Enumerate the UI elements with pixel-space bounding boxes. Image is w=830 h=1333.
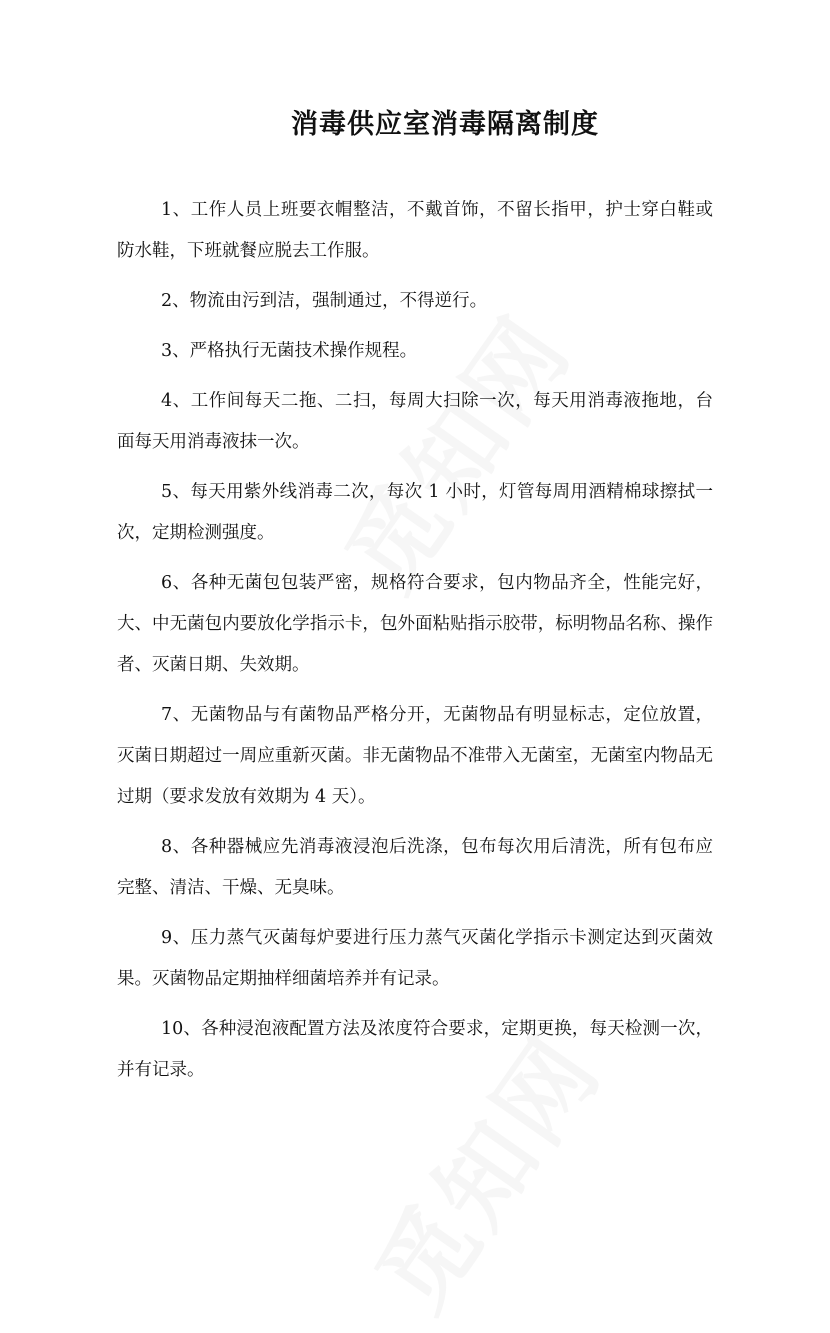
rule-item-9: 9、压力蒸气灭菌每炉要进行压力蒸气灭菌化学指示卡测定达到灭菌效果。灭菌物品定期抽样细菌培养并有记录。 <box>117 928 713 989</box>
rule-item-5: 5、每天用紫外线消毒二次，每次 1 小时，灯管每周用酒精棉球擦拭一次，定期检测强度。 <box>117 482 713 543</box>
rule-item-7: 7、无菌物品与有菌物品严格分开，无菌物品有明显标志，定位放置，灭菌日期超过一周应重新灭菌。非无菌物品不准带入无菌室，无菌室内物品无过期（要求发放有效期为 4 天）。 <box>117 705 713 807</box>
rule-item-10: 10、各种浸泡液配置方法及浓度符合要求，定期更换，每天检测一次，并有记录。 <box>117 1019 713 1080</box>
rules-list <box>117 190 713 1100</box>
rule-item-6: 6、各种无菌包包装严密，规格符合要求，包内物品齐全，性能完好，大、中无菌包内要放化学指示卡，包外面粘贴指示胶带，标明物品名称、操作者、灭菌日期、失效期。 <box>117 573 713 675</box>
rule-item-4: 4、工作间每天二拖、二扫，每周大扫除一次，每天用消毒液拖地，台面每天用消毒液抹一次。 <box>117 391 713 452</box>
rule-item-2: 2、物流由污到洁，强制通过，不得逆行。 <box>161 291 488 311</box>
rule-item-3: 3、严格执行无菌技术操作规程。 <box>161 341 418 361</box>
rule-item-8: 8、各种器械应先消毒液浸泡后洗涤，包布每次用后清洗，所有包布应完整、清洁、干燥、无臭味。 <box>117 837 713 898</box>
rule-item-1: 1、工作人员上班要衣帽整洁，不戴首饰，不留长指甲，护士穿白鞋或防水鞋，下班就餐应脱去工作服。 <box>117 200 713 261</box>
document-title: 消毒供应室消毒隔离制度 <box>291 109 599 140</box>
